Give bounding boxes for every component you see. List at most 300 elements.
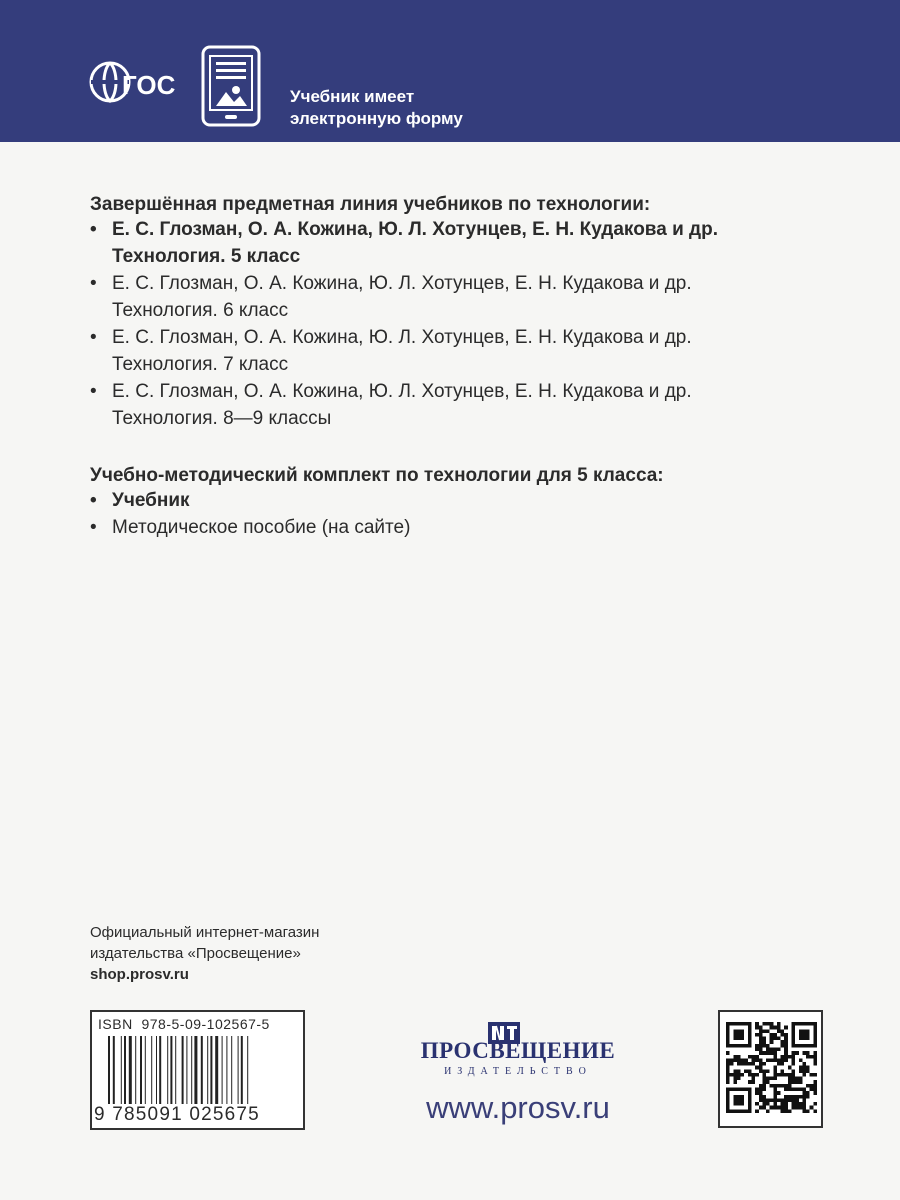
isbn-prefix: ISBN [98, 1016, 133, 1032]
qr-module [781, 1069, 785, 1073]
qr-module [799, 1029, 810, 1040]
qr-module [726, 1069, 730, 1073]
qr-module [813, 1084, 817, 1088]
qr-module [788, 1077, 792, 1081]
qr-module [755, 1073, 759, 1077]
qr-module [781, 1098, 785, 1102]
qr-module [802, 1098, 806, 1102]
qr-module [802, 1069, 806, 1073]
qr-module [759, 1026, 763, 1030]
qr-module [792, 1069, 796, 1073]
main-content [90, 194, 850, 541]
qr-module [748, 1073, 752, 1077]
qr-module [781, 1044, 785, 1048]
qr-module [802, 1073, 806, 1077]
qr-module [762, 1088, 766, 1092]
qr-module [759, 1040, 763, 1044]
qr-module [806, 1051, 810, 1055]
qr-module [770, 1026, 774, 1030]
qr-module [733, 1069, 737, 1073]
qr-module [770, 1022, 774, 1026]
qr-module [777, 1037, 781, 1041]
qr-module [788, 1055, 792, 1059]
qr-module [741, 1058, 745, 1062]
qr-module [726, 1051, 730, 1055]
qr-module [759, 1098, 763, 1102]
qr-module [773, 1084, 777, 1088]
qr-code-icon [726, 1022, 817, 1113]
barcode-bar [129, 1036, 132, 1104]
qr-module [813, 1062, 817, 1066]
qr-module [759, 1047, 763, 1051]
qr-module [751, 1077, 755, 1081]
qr-module [766, 1047, 770, 1051]
qr-module [773, 1037, 777, 1041]
qr-module [802, 1062, 806, 1066]
qr-module [770, 1106, 774, 1110]
qr-module [762, 1080, 766, 1084]
qr-module [748, 1055, 752, 1059]
qr-module [766, 1044, 770, 1048]
barcode-bar [194, 1036, 197, 1104]
qr-module [777, 1026, 781, 1030]
qr-module [784, 1040, 788, 1044]
qr-module [737, 1069, 741, 1073]
qr-module [751, 1058, 755, 1062]
qr-module [773, 1047, 777, 1051]
qr-module [751, 1055, 755, 1059]
qr-module [773, 1058, 777, 1062]
qr-module [773, 1088, 777, 1092]
qr-module [777, 1047, 781, 1051]
qr-module [759, 1084, 763, 1088]
shop-line2: издательства «Просвещение» [90, 945, 301, 962]
qr-module [762, 1037, 766, 1041]
barcode-bar [201, 1036, 203, 1104]
qr-module [802, 1102, 806, 1106]
qr-module [726, 1080, 730, 1084]
qr-module [799, 1088, 803, 1092]
kit-list [90, 487, 850, 541]
qr-module [784, 1106, 788, 1110]
qr-module [781, 1102, 785, 1106]
qr-module [733, 1073, 737, 1077]
qr-module [770, 1051, 774, 1055]
qr-module [799, 1095, 803, 1099]
qr-module [762, 1102, 766, 1106]
qr-module [784, 1026, 788, 1030]
top-banner [0, 0, 900, 142]
qr-module [759, 1088, 763, 1092]
qr-module [762, 1029, 766, 1033]
qr-module [781, 1033, 785, 1037]
qr-module [795, 1102, 799, 1106]
ebook-notice-line2: электронную форму [290, 109, 463, 128]
barcode-bar [140, 1036, 142, 1104]
qr-module [773, 1055, 777, 1059]
qr-module [788, 1098, 792, 1102]
qr-module [766, 1069, 770, 1073]
qr-module [784, 1047, 788, 1051]
qr-module [762, 1062, 766, 1066]
qr-module [795, 1088, 799, 1092]
qr-module [759, 1091, 763, 1095]
isbn-label [98, 1016, 270, 1032]
qr-module [755, 1091, 759, 1095]
qr-module [806, 1069, 810, 1073]
qr-module [755, 1055, 759, 1059]
qr-module [773, 1051, 777, 1055]
barcode-bar [170, 1036, 172, 1104]
barcode-bar [145, 1036, 146, 1104]
barcode-bar [238, 1036, 239, 1104]
qr-module [802, 1088, 806, 1092]
qr-module [773, 1026, 777, 1030]
qr-module [784, 1037, 788, 1041]
barcode-bar [113, 1036, 115, 1104]
qr-module [777, 1073, 781, 1077]
qr-module [784, 1098, 788, 1102]
qr-module [759, 1029, 763, 1033]
qr-module [810, 1073, 814, 1077]
qr-module [755, 1066, 759, 1070]
qr-module [784, 1088, 788, 1092]
qr-module [813, 1088, 817, 1092]
series-item-grade-7 [90, 324, 850, 378]
qr-module [781, 1058, 785, 1062]
fgos-logo [88, 58, 188, 115]
kit-item-methodical-guide: • Методическое пособие (на сайте) [90, 514, 850, 541]
qr-module [784, 1044, 788, 1048]
qr-module [792, 1051, 796, 1055]
barcode-bar [191, 1036, 192, 1104]
barcode-bar [247, 1036, 248, 1104]
barcode-bar [186, 1036, 187, 1104]
qr-module [759, 1106, 763, 1110]
qr-module [759, 1062, 763, 1066]
qr-module [806, 1109, 810, 1113]
qr-module [726, 1077, 730, 1081]
qr-module [770, 1033, 774, 1037]
qr-module [730, 1073, 734, 1077]
qr-module [744, 1069, 748, 1073]
qr-module [726, 1058, 730, 1062]
ebook-notice-line1: Учебник имеет [290, 87, 415, 106]
qr-module [762, 1106, 766, 1110]
qr-module [781, 1073, 785, 1077]
qr-module [788, 1073, 792, 1077]
qr-module [788, 1080, 792, 1084]
qr-module [770, 1077, 774, 1081]
qr-module [726, 1073, 730, 1077]
qr-module [741, 1062, 745, 1066]
qr-module [762, 1044, 766, 1048]
qr-module [802, 1066, 806, 1070]
qr-module [810, 1055, 814, 1059]
qr-module [773, 1098, 777, 1102]
series-item-grade-6 [90, 270, 850, 324]
barcode-bar [108, 1036, 110, 1104]
series-item-title: Технология. 8—9 классы [112, 408, 332, 429]
qr-module [762, 1098, 766, 1102]
qr-module [795, 1095, 799, 1099]
qr-module [792, 1080, 796, 1084]
qr-module [806, 1066, 810, 1070]
qr-module [733, 1080, 737, 1084]
qr-module [770, 1040, 774, 1044]
qr-module [788, 1109, 792, 1113]
qr-module [799, 1069, 803, 1073]
qr-module [813, 1058, 817, 1062]
qr-module [766, 1058, 770, 1062]
qr-module [813, 1102, 817, 1106]
qr-module [784, 1109, 788, 1113]
qr-module [755, 1044, 759, 1048]
qr-module [784, 1033, 788, 1037]
qr-module [781, 1029, 785, 1033]
qr-module [773, 1106, 777, 1110]
qr-module [802, 1051, 806, 1055]
qr-module [766, 1080, 770, 1084]
qr-module [744, 1058, 748, 1062]
qr-module [810, 1084, 814, 1088]
qr-module [755, 1058, 759, 1062]
barcode-bar [121, 1036, 122, 1104]
qr-module [762, 1077, 766, 1081]
series-item-title: Технология. 5 класс [112, 246, 301, 267]
qr-module [751, 1080, 755, 1084]
barcode-bar [222, 1036, 223, 1104]
qr-module [788, 1088, 792, 1092]
qr-module [792, 1098, 796, 1102]
isbn-number: 978-5-09-102567-5 [141, 1016, 270, 1032]
series-item-grade-8-9 [90, 378, 850, 432]
qr-module [813, 1109, 817, 1113]
qr-module [781, 1084, 785, 1088]
qr-module [751, 1062, 755, 1066]
qr-module [792, 1088, 796, 1092]
qr-module [730, 1062, 734, 1066]
qr-module [792, 1062, 796, 1066]
qr-module [802, 1095, 806, 1099]
series-item-authors: • Е. С. Глозман, О. А. Кожина, Ю. Л. Хотунцев, Е. Н. Кудакова и др. [112, 273, 692, 294]
qr-module [733, 1058, 737, 1062]
qr-module [737, 1077, 741, 1081]
qr-module [770, 1047, 774, 1051]
qr-module [766, 1098, 770, 1102]
qr-module [755, 1047, 759, 1051]
qr-module [806, 1095, 810, 1099]
shop-url-link[interactable]: shop.prosv.ru [90, 966, 189, 983]
qr-module [781, 1109, 785, 1113]
qr-module [781, 1062, 785, 1066]
qr-module [792, 1102, 796, 1106]
publisher-website-link[interactable]: www.prosv.ru [426, 1090, 610, 1125]
qr-module [777, 1062, 781, 1066]
qr-module [737, 1073, 741, 1077]
qr-module [802, 1091, 806, 1095]
barcode-bar [231, 1036, 232, 1104]
barcode-bar [182, 1036, 184, 1104]
barcode-bar [151, 1036, 152, 1104]
barcode-bar [124, 1036, 126, 1104]
qr-module [777, 1106, 781, 1110]
qr-module [792, 1095, 796, 1099]
qr-module [773, 1073, 777, 1077]
qr-module [762, 1051, 766, 1055]
qr-module [784, 1055, 788, 1059]
qr-module [788, 1084, 792, 1088]
qr-module [762, 1095, 766, 1099]
qr-module [748, 1080, 752, 1084]
qr-module [802, 1109, 806, 1113]
qr-module [770, 1037, 774, 1041]
series-item-title: Технология. 7 класс [112, 354, 289, 375]
qr-module [762, 1073, 766, 1077]
qr-module [799, 1106, 803, 1110]
qr-module [784, 1051, 788, 1055]
barcode-bar [207, 1036, 208, 1104]
qr-module [792, 1106, 796, 1110]
qr-module [795, 1106, 799, 1110]
barcode-bar [215, 1036, 218, 1104]
series-list [90, 216, 850, 432]
qr-module [788, 1066, 792, 1070]
qr-code [718, 1010, 823, 1128]
qr-module [784, 1058, 788, 1062]
qr-module [799, 1102, 803, 1106]
qr-module [799, 1080, 803, 1084]
qr-module [733, 1029, 744, 1040]
qr-module [759, 1095, 763, 1099]
qr-module [737, 1058, 741, 1062]
qr-module [777, 1091, 781, 1095]
qr-module [773, 1077, 777, 1081]
qr-module [784, 1073, 788, 1077]
qr-module [813, 1055, 817, 1059]
qr-module [770, 1058, 774, 1062]
qr-module [766, 1109, 770, 1113]
qr-module [810, 1088, 814, 1092]
series-item-title: Технология. 6 класс [112, 300, 289, 321]
qr-module [788, 1095, 792, 1099]
fgos-logo-text: ГОС [122, 70, 176, 100]
qr-module [777, 1022, 781, 1026]
qr-module [781, 1055, 785, 1059]
qr-module [799, 1077, 803, 1081]
qr-module [806, 1084, 810, 1088]
publisher-name: ПРОСВЕЩЕНИЕ [420, 1038, 616, 1063]
qr-module [730, 1058, 734, 1062]
qr-module [773, 1095, 777, 1099]
qr-module [762, 1084, 766, 1088]
publisher-subtitle: ИЗДАТЕЛЬСТВО [444, 1066, 592, 1077]
qr-module [766, 1102, 770, 1106]
qr-module [741, 1073, 745, 1077]
qr-module [792, 1077, 796, 1081]
barcode-graphic [108, 1036, 293, 1104]
barcode-bar [226, 1036, 227, 1104]
qr-module [795, 1077, 799, 1081]
qr-module [813, 1051, 817, 1055]
qr-module [781, 1040, 785, 1044]
qr-module [759, 1037, 763, 1041]
qr-module [770, 1084, 774, 1088]
qr-module [784, 1084, 788, 1088]
qr-module [759, 1066, 763, 1070]
series-heading: Завершённая предметная линия учебников по технологии: [90, 194, 651, 215]
qr-module [813, 1091, 817, 1095]
qr-module [770, 1098, 774, 1102]
qr-module [773, 1033, 777, 1037]
qr-module [759, 1069, 763, 1073]
barcode-bar [175, 1036, 176, 1104]
qr-module [806, 1091, 810, 1095]
qr-module [766, 1022, 770, 1026]
qr-module [777, 1058, 781, 1062]
barcode-bar [135, 1036, 136, 1104]
qr-module [766, 1029, 770, 1033]
barcode-bar [167, 1036, 168, 1104]
qr-module [781, 1106, 785, 1110]
qr-module [813, 1073, 817, 1077]
qr-module [744, 1062, 748, 1066]
qr-module [777, 1084, 781, 1088]
qr-module [806, 1055, 810, 1059]
qr-module [766, 1051, 770, 1055]
barcode-bar [156, 1036, 157, 1104]
qr-module [773, 1066, 777, 1070]
qr-module [784, 1095, 788, 1099]
qr-module [792, 1058, 796, 1062]
series-item-authors: • Е. С. Глозман, О. А. Кожина, Ю. Л. Хотунцев, Е. Н. Кудакова и др. [112, 381, 692, 402]
qr-module [762, 1022, 766, 1026]
ebook-notice [290, 86, 463, 130]
series-item-grade-5 [90, 216, 850, 270]
qr-module [799, 1058, 803, 1062]
qr-module [755, 1033, 759, 1037]
qr-module [751, 1073, 755, 1077]
qr-module [777, 1098, 781, 1102]
qr-module [759, 1044, 763, 1048]
qr-module [733, 1077, 737, 1081]
qr-module [755, 1088, 759, 1092]
kit-heading: Учебно-методический комплект по технологии для 5 класса: [90, 465, 664, 486]
qr-module [802, 1106, 806, 1110]
qr-module [733, 1095, 744, 1106]
qr-module [766, 1077, 770, 1081]
qr-module [773, 1091, 777, 1095]
qr-module [792, 1073, 796, 1077]
qr-module [795, 1080, 799, 1084]
qr-module [799, 1066, 803, 1070]
isbn-barcode-box [90, 1010, 305, 1130]
qr-module [726, 1066, 730, 1070]
qr-module [795, 1051, 799, 1055]
qr-module [755, 1102, 759, 1106]
barcode-bar [210, 1036, 212, 1104]
tablet-icon [200, 44, 262, 133]
qr-module [777, 1029, 781, 1033]
shop-line1: Официальный интернет-магазин [90, 924, 320, 941]
qr-module [755, 1026, 759, 1030]
kit-item-textbook: • Учебник [90, 487, 850, 514]
shop-info [90, 922, 319, 985]
qr-module [759, 1058, 763, 1062]
qr-module [737, 1062, 741, 1066]
qr-module [726, 1062, 730, 1066]
qr-module [748, 1069, 752, 1073]
